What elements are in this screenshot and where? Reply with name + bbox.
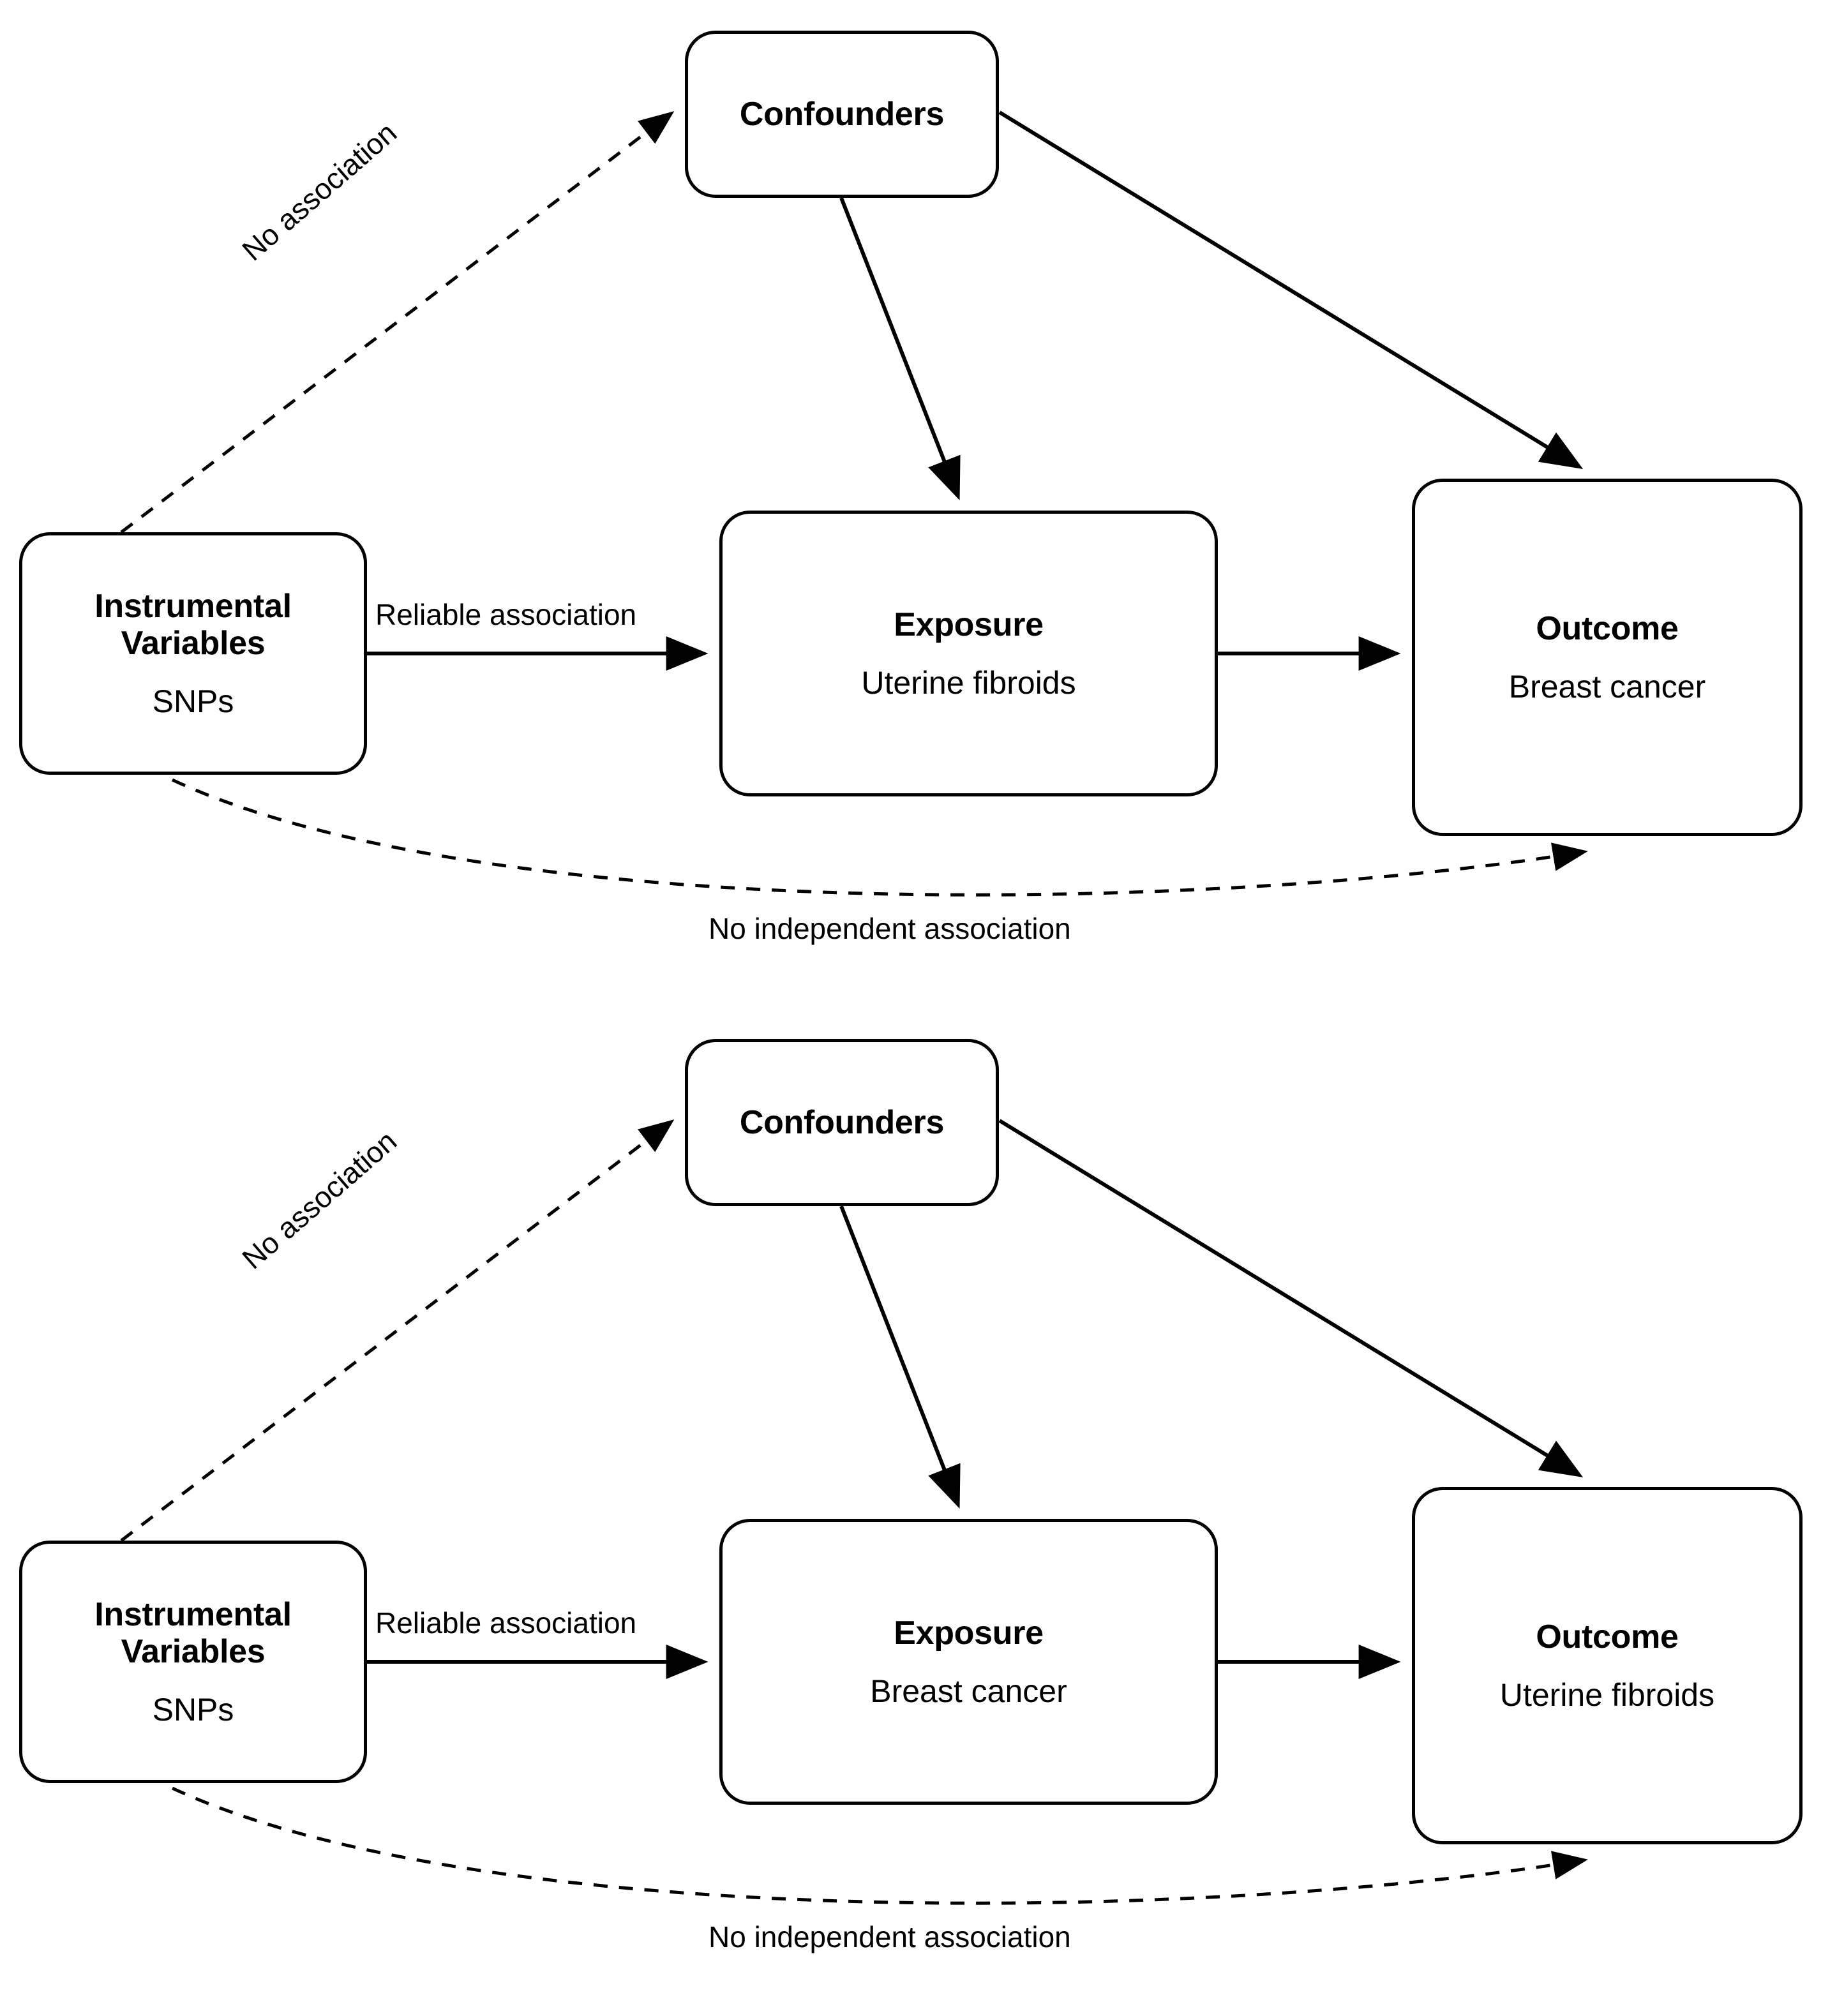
node-outcome-subtitle: Uterine fibroids <box>1499 1677 1715 1714</box>
node-confounders <box>685 1039 999 1206</box>
node-iv-title-line2: Variables <box>121 625 266 662</box>
node-iv-title-line2: Variables <box>121 1633 266 1670</box>
diagram-panel-2 <box>0 1008 1844 2016</box>
node-instrumental-variables <box>19 1541 367 1783</box>
edge-label-no-independent-association: No independent association <box>708 912 1071 945</box>
node-outcome <box>1412 479 1803 836</box>
edge-confounders-to-outcome <box>1000 112 1578 466</box>
edge-label-reliable-association: Reliable association <box>375 598 637 631</box>
edge-label-no-association: No association <box>236 1124 403 1276</box>
node-iv-subtitle: SNPs <box>152 683 234 720</box>
node-outcome <box>1412 1487 1803 1844</box>
edge-iv-to-outcome <box>172 780 1583 895</box>
edge-confounders-to-exposure <box>841 198 957 495</box>
node-exposure-subtitle: Breast cancer <box>870 1673 1067 1710</box>
edge-iv-to-confounders <box>121 114 670 532</box>
node-iv-subtitle: SNPs <box>152 1692 234 1728</box>
node-iv-title-line1: Instrumental <box>94 1595 292 1633</box>
edge-iv-to-confounders <box>121 1123 670 1541</box>
node-confounders-title: Confounders <box>739 95 945 133</box>
edge-label-no-independent-association: No independent association <box>708 1920 1071 1953</box>
node-outcome-title: Outcome <box>1536 609 1679 647</box>
node-confounders-title: Confounders <box>739 1103 945 1141</box>
edge-label-reliable-association: Reliable association <box>375 1606 637 1639</box>
node-instrumental-variables <box>19 532 367 775</box>
node-confounders <box>685 31 999 198</box>
node-exposure <box>719 511 1218 796</box>
edge-iv-to-outcome <box>172 1788 1583 1903</box>
edge-label-no-association: No association <box>236 116 403 267</box>
node-exposure-title: Exposure <box>894 1614 1044 1652</box>
node-outcome-title: Outcome <box>1536 1618 1679 1655</box>
node-iv-title-line1: Instrumental <box>94 587 292 625</box>
edge-confounders-to-outcome <box>1000 1121 1578 1474</box>
edge-confounders-to-exposure <box>841 1206 957 1503</box>
node-outcome-subtitle: Breast cancer <box>1508 669 1706 705</box>
node-exposure <box>719 1519 1218 1805</box>
node-exposure-title: Exposure <box>894 606 1044 643</box>
node-exposure-subtitle: Uterine fibroids <box>861 665 1076 701</box>
